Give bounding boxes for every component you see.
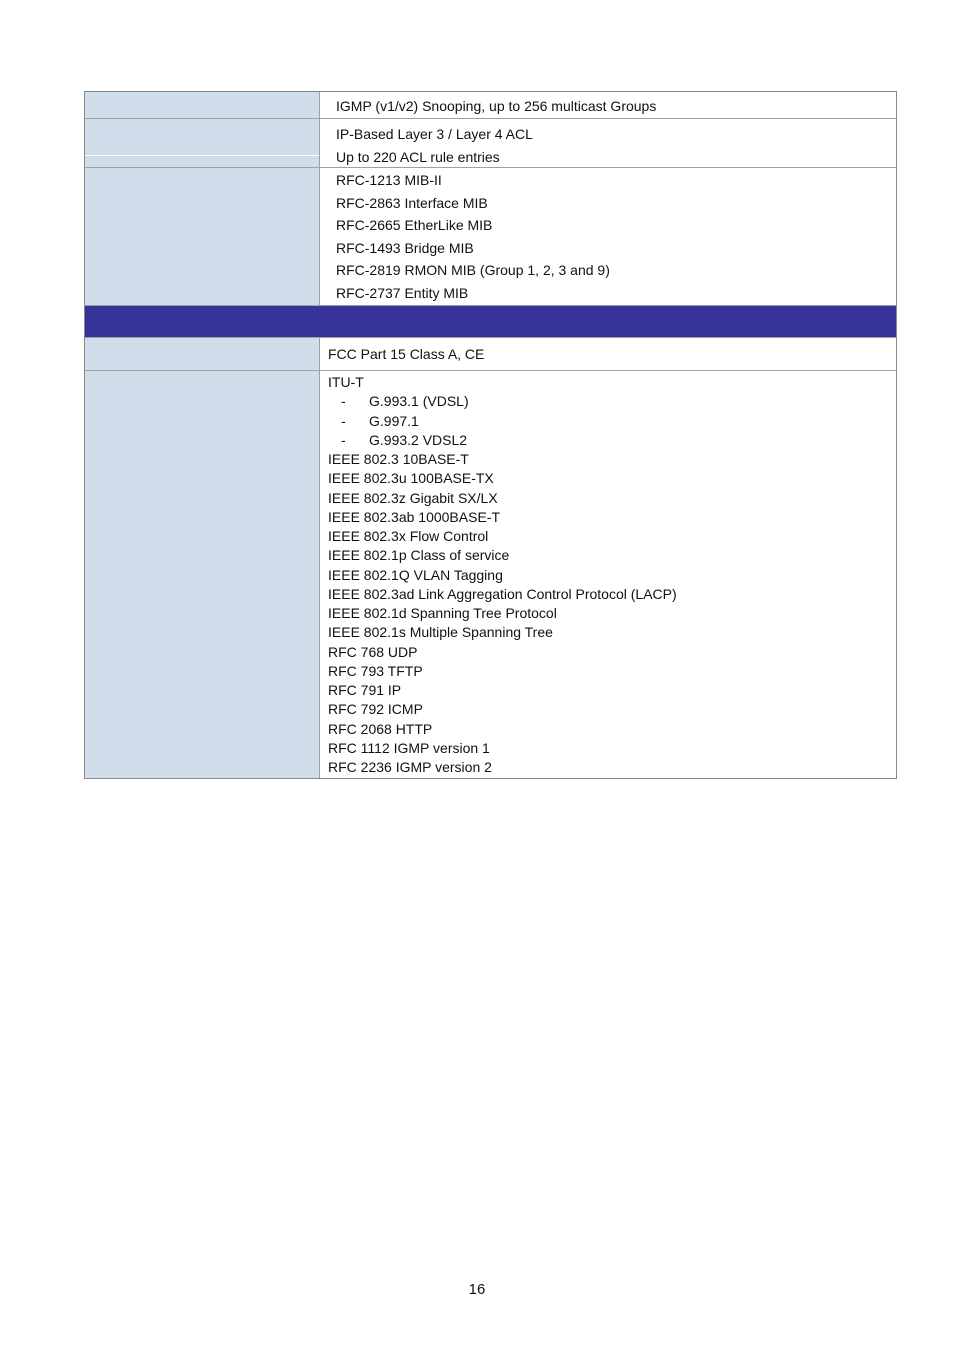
spec-value-line: IGMP (v1/v2) Snooping, up to 256 multicast Groups [336, 98, 657, 114]
spec-value-line: RFC-2737 Entity MIB [336, 284, 469, 301]
itu-heading: ITU-T [328, 374, 364, 390]
spec-label-cell [85, 371, 320, 778]
spec-row-standards [85, 371, 896, 778]
itu-item [328, 431, 896, 450]
standard-item: RFC 792 ICMP [328, 701, 423, 718]
standard-item: IEEE 802.3u 100BASE-TX [328, 470, 494, 487]
spec-row-mib [85, 168, 896, 306]
standard-item: RFC 791 IP [328, 682, 402, 698]
spec-row-emi [85, 338, 896, 371]
spec-table [84, 91, 897, 779]
standard-item: IEEE 802.1Q VLAN Tagging [328, 566, 503, 583]
standard-item: IEEE 802.1d Spanning Tree Protocol [328, 605, 557, 621]
spec-value-line: Up to 220 ACL rule entries [336, 148, 500, 165]
itu-item-text: G.993.1 (VDSL) [369, 393, 469, 410]
standard-item: RFC 768 UDP [328, 643, 418, 660]
itu-item-text: G.993.2 VDSL2 [369, 431, 468, 448]
itu-item-text: G.997.1 [369, 412, 419, 429]
dash-bullet: - [341, 412, 346, 429]
standard-item: IEEE 802.3 10BASE-T [328, 451, 469, 467]
spec-row-igmp [85, 92, 896, 119]
section-header-bar [85, 306, 896, 338]
standard-item: IEEE 802.1p Class of service [328, 547, 510, 564]
standard-item: IEEE 802.3ad Link Aggregation Control Protocol (LACP) [328, 585, 677, 602]
dash-bullet: - [341, 393, 346, 410]
itu-item [328, 392, 896, 411]
spec-value-line: RFC-1213 MIB-II [336, 172, 442, 188]
spec-label-cell [85, 92, 320, 118]
spec-value-line: RFC-2863 Interface MIB [336, 194, 488, 211]
spec-value-line: RFC-2819 RMON MIB (Group 1, 2, 3 and 9) [336, 262, 610, 278]
standard-item: IEEE 802.3z Gigabit SX/LX [328, 489, 498, 506]
page-number: 16 [468, 1281, 486, 1298]
spec-label-cell [85, 119, 320, 167]
spec-value-cell [320, 92, 896, 118]
standard-item: RFC 1112 IGMP version 1 [328, 739, 490, 756]
standard-item: IEEE 802.1s Multiple Spanning Tree [328, 624, 553, 641]
standard-item: RFC 793 TFTP [328, 662, 423, 679]
spec-value-line: RFC-1493 Bridge MIB [336, 239, 474, 256]
standards-list [320, 371, 896, 778]
standard-item: RFC 2236 IGMP version 2 [328, 759, 492, 775]
standard-item: RFC 2068 HTTP [328, 720, 433, 737]
dash-bullet: - [341, 431, 346, 448]
spec-value-cell [320, 119, 896, 167]
spec-value-line: RFC-2665 EtherLike MIB [336, 217, 493, 233]
emi-value: FCC Part 15 Class A, CE [328, 346, 485, 362]
spec-label-cell [85, 338, 320, 370]
spec-value-line: IP-Based Layer 3 / Layer 4 ACL [336, 126, 533, 142]
itu-item [328, 412, 896, 431]
spec-value-cell [320, 168, 896, 305]
spec-label-cell [85, 168, 320, 305]
standard-item: IEEE 802.3x Flow Control [328, 528, 489, 544]
standard-item: IEEE 802.3ab 1000BASE-T [328, 508, 500, 525]
spec-row-acl [85, 119, 896, 168]
